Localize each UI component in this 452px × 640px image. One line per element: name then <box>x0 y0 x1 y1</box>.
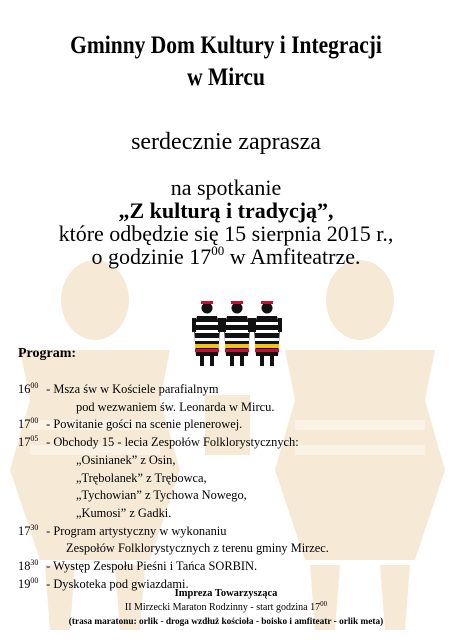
program-item <box>18 381 438 399</box>
program-item <box>18 558 438 576</box>
program-text: - Msza św w Kościele parafialnym <box>46 382 219 396</box>
program-text: - Program artystyczny w wykonaniu <box>46 523 227 538</box>
program-time: $19^{00}$ <box>18 575 39 591</box>
companion-event <box>0 587 452 629</box>
invitation-text: serdecznie zaprasza <box>131 129 321 155</box>
program-text: - Obchody 15 - lecia Zespołów Folklorystycznych: <box>46 435 299 450</box>
event-intro: na spotkanie <box>170 175 282 200</box>
program-time: $17^{00}$ <box>18 416 39 432</box>
program-item <box>18 434 438 452</box>
event-name: „Z kulturą i tradycją”, <box>118 198 334 223</box>
program-item-continuation: „Tychowian” z Tychowa Nowego, <box>76 488 247 503</box>
organizer-line-2: w Mircu <box>187 64 265 91</box>
companion-event-line: II Mirzecki Maraton Rodzinny - start godzina $17^{00}$ <box>124 600 328 613</box>
program-time: $17^{05}$ <box>18 434 39 450</box>
event-date: które odbędzie się 15 sierpnia 2015 r., <box>58 221 394 246</box>
program-time: $18^{30}$ <box>18 558 39 574</box>
program-text: - Powitanie gości na scenie plenerowej. <box>46 417 243 432</box>
event-place: w Amfiteatrze. <box>224 244 361 269</box>
program-item-continuation: Zespołów Folklorystycznych z terenu gminy Mirzec. <box>66 541 329 556</box>
program-item-continuation: „Kumosi” z Gadki. <box>76 505 172 520</box>
event-time-place <box>0 245 452 268</box>
organizer-title <box>32 30 421 94</box>
program-item-continuation: „Osinianek” z Osin, <box>76 452 176 467</box>
program-heading: Program: <box>18 346 77 361</box>
event-time-minutes: 00 <box>211 243 225 258</box>
marathon-route-note: (trasa maratonu: orlik - droga wzdłuż kościoła - boisko i amfiteatr - orlik meta) <box>68 617 384 627</box>
companion-event-title: Impreza Towarzysząca <box>174 588 278 599</box>
program-time: $17^{30}$ <box>18 522 39 538</box>
program-text: - Dyskoteka pod gwiazdami. <box>46 576 189 591</box>
event-details <box>0 176 452 268</box>
three-folk-dancers-logo-icon <box>192 298 282 372</box>
program-text: - Występ Zespołu Pieśni i Tańca SORBIN. <box>46 559 258 574</box>
program-list <box>18 381 438 593</box>
program-item-continuation: „Trębolanek” z Trębowca, <box>76 470 207 485</box>
organizer-line-1: Gminny Dom Kultury i Integracji <box>70 32 382 59</box>
program-item-continuation: pod wezwaniem św. Leonarda w Mircu. <box>76 399 275 414</box>
program-item <box>18 523 438 541</box>
program-time: $16^{00}$ <box>18 381 39 396</box>
program-item <box>18 416 438 434</box>
event-time-hour: o godzinie 17 <box>91 244 212 269</box>
